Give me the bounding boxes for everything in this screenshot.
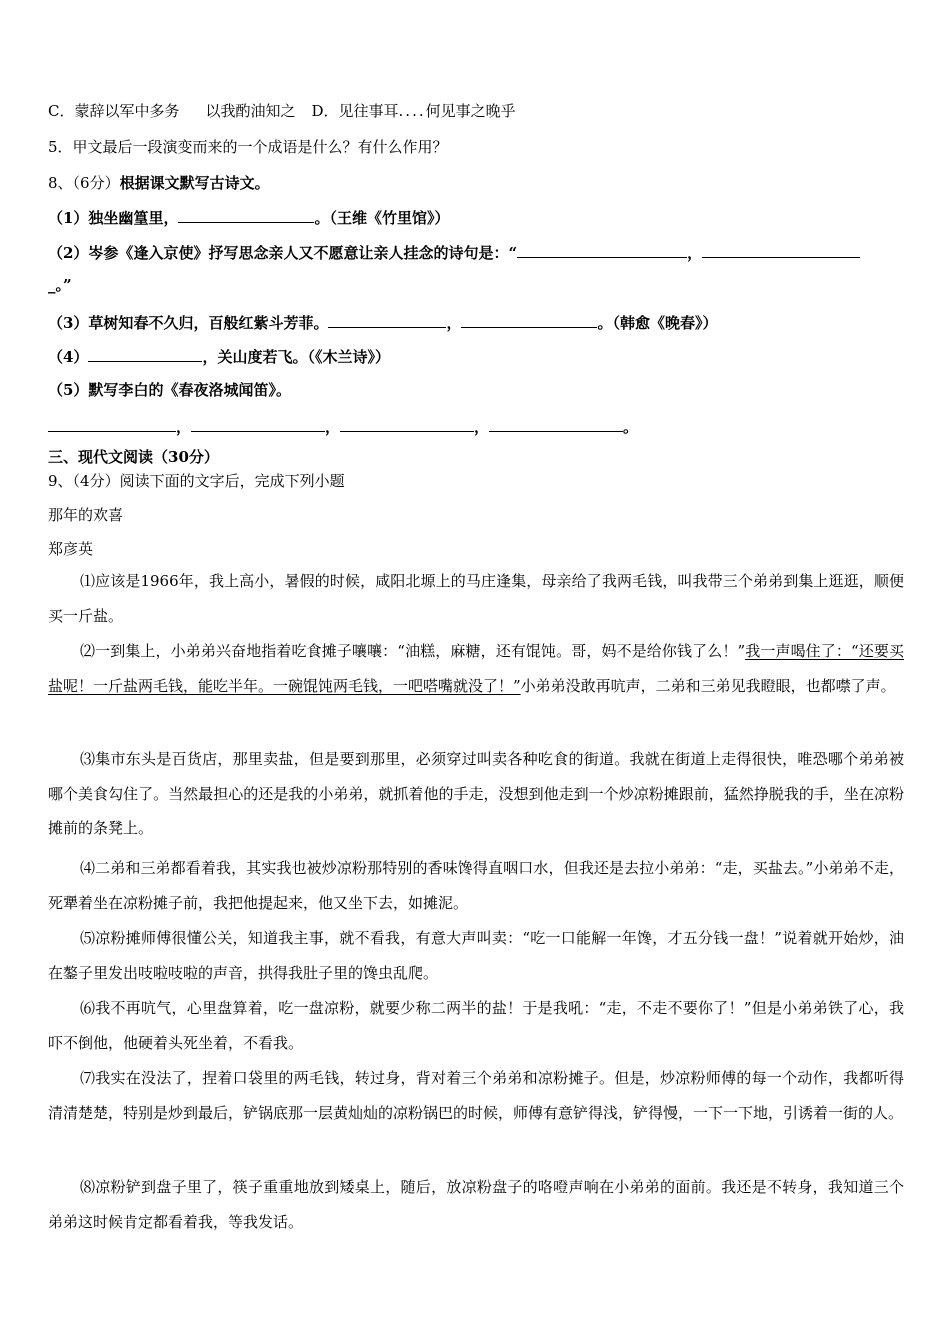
paragraph-5: ⑸凉粉摊师傅很懂公关，知道我主事，就不看我，有意大声叫卖：“吃一口能解一年馋，才五分钱一盘！”说着就开始炒，油在鏊子里发出吱啦吱啦的声音，拱得我肚子里的馋虫乱爬。 bbox=[48, 929, 904, 982]
item-5-end: 。 bbox=[623, 418, 639, 436]
item-5-sep: ， bbox=[176, 418, 192, 436]
question-8-item-2 bbox=[48, 241, 860, 263]
question-8-number: 8、（6分） bbox=[48, 174, 120, 192]
paragraph-4: ⑷二弟和三弟都看着我，其实我也被炒凉粉那特别的香味馋得直咽口水，但我还是去拉小弟弟：“走，买盐去。”小弟弟不走，死犟着坐在凉粉摊子前，我把他提起来，他又坐下去，如摊泥。 bbox=[48, 859, 904, 912]
item-2-comma: ， bbox=[687, 244, 703, 262]
question-8-item-5: （5）默写李白的《春夜洛城闻笛》。 bbox=[48, 381, 291, 399]
underlined-sentence: 我一声喝住了：“还要买盐呢！一斤盐两毛钱，能吃半年。一碗馄饨两毛钱，一吧嗒嘴就没了！” bbox=[48, 642, 905, 695]
answer-blank[interactable] bbox=[489, 415, 623, 432]
item-3-source: 。（韩愈《晚春》） bbox=[597, 314, 718, 332]
answer-blank[interactable] bbox=[191, 415, 325, 432]
item-1-prompt: （1）独坐幽篁里， bbox=[48, 209, 179, 227]
question-8-item-2-cont bbox=[48, 275, 72, 295]
question-8-item-1 bbox=[48, 206, 449, 228]
item-5-sep: ， bbox=[474, 418, 490, 436]
article-title: 那年的欢喜 bbox=[48, 506, 124, 524]
paragraph-6: ⑹我不再吭气，心里盘算着，吃一盘凉粉，就要少称二两半的盐！于是我吼：“走，不走不要你了！”但是小弟弟铁了心，我吓不倒他，他硬着头死坐着，不看我。 bbox=[48, 999, 904, 1052]
paragraph-1: ⑴应该是1966年，我上高小，暑假的时候，咸阳北塬上的马庄逢集，母亲给了我两毛钱，叫我带三个弟弟到集上逛逛，顺便买一斤盐。 bbox=[48, 572, 904, 625]
article-author: 郑彦英 bbox=[48, 540, 94, 558]
item-4-source: ，关山度若飞。（《木兰诗》） bbox=[202, 348, 390, 366]
item-5-sep: ， bbox=[325, 418, 341, 436]
option-c-text: C．蒙辞以军中多务 bbox=[48, 102, 180, 120]
answer-blank[interactable] bbox=[517, 241, 687, 258]
question-8-item-3 bbox=[48, 311, 717, 333]
paragraph-3: ⑶集市东头是百货店，那里卖盐，但是要到那里，必须穿过叫卖各种吃食的街道。我就在街道上走得很快，唯恐哪个弟弟被哪个美食勾住了。当然最担心的还是我的小弟弟，就抓着他的手走，没想到他走到一个炒凉粉摊跟前，猛然挣脱我的手，坐在凉粉摊前的条凳上。 bbox=[48, 750, 904, 837]
paragraph-8: ⑻凉粉铲到盘子里了，筷子重重地放到矮桌上，随后，放凉粉盘子的咯噔声响在小弟弟的面前。我还是不转身，我知道三个弟弟这时候肯定都看着我，等我发话。 bbox=[48, 1178, 904, 1231]
item-1-source: 。（王维《竹里馆》） bbox=[314, 209, 450, 227]
question-8-header bbox=[48, 173, 270, 193]
paragraph-2: ⑵一到集上，小弟弟兴奋地指着吃食摊子嚷嚷：“油糕，麻糖，还有馄饨。哥，妈不是给你钱了么！”我一声喝住了：“还要买盐呢！一斤盐两毛钱，能吃半年。一碗馄饨两毛钱，一吧嗒嘴就没了！”小弟弟没敢再吭声，二弟和三弟见我瞪眼，也都噤了声。 bbox=[48, 642, 905, 695]
answer-blank[interactable] bbox=[48, 415, 176, 432]
answer-blank[interactable] bbox=[340, 415, 474, 432]
answer-blank[interactable] bbox=[461, 311, 597, 328]
item-3-comma: ， bbox=[446, 314, 462, 332]
question-8-item-5-blanks bbox=[48, 415, 638, 437]
option-c-tail: 以我酌油知之 bbox=[205, 102, 296, 120]
item-3-prompt: （3）草树知春不久归，百般红紫斗芳菲。 bbox=[48, 314, 329, 332]
question-8-instruction: 根据课文默写古诗文。 bbox=[119, 174, 270, 192]
question-8-item-4 bbox=[48, 345, 390, 367]
question-9: 9、（4分）阅读下面的文字后，完成下列小题 bbox=[48, 472, 345, 490]
option-d-dots: .... bbox=[398, 102, 426, 120]
answer-blank[interactable] bbox=[88, 345, 202, 362]
section-3-heading: 三、现代文阅读（30分） bbox=[48, 448, 219, 466]
paragraph-7: ⑺我实在没法了，捏着口袋里的两毛钱，转过身，背对着三个弟弟和凉粉摊子。但是，炒凉粉师傅的每一个动作，我都听得清清楚楚，特别是炒到最后，铲锅底那一层黄灿灿的凉粉锅巴的时候，师傅有意铲得浅，铲得慢，一下一下地，引诱着一街的人。 bbox=[48, 1069, 904, 1122]
answer-blank[interactable] bbox=[702, 241, 860, 258]
item-4-prompt: （4） bbox=[48, 348, 89, 366]
answer-blank[interactable] bbox=[328, 311, 446, 328]
item-2-prompt: （2）岑参《逢入京使》抒写思念亲人又不愿意让亲人挂念的诗句是：“ bbox=[48, 244, 518, 262]
item-2-cont-blank: _ bbox=[48, 276, 56, 294]
option-d-tail: 何见事之晚乎 bbox=[425, 102, 516, 120]
option-d-label: D．见往事耳 bbox=[311, 102, 399, 120]
question-5: 5．甲文最后一段演变而来的一个成语是什么？有什么作用？ bbox=[48, 138, 448, 156]
question-options-line bbox=[48, 101, 516, 121]
item-2-end: 。” bbox=[55, 276, 72, 294]
answer-blank[interactable] bbox=[178, 206, 314, 223]
